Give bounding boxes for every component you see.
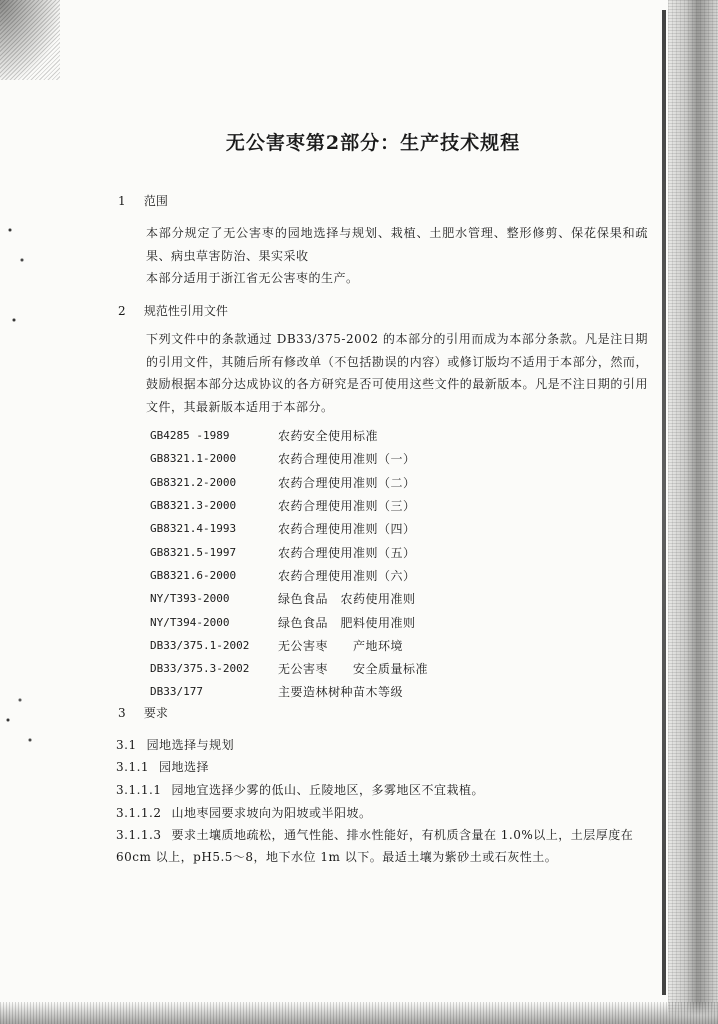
reference-item [150,517,570,540]
reference-name: 农药合理使用准则（二） [278,475,416,490]
reference-name: 农药合理使用准则（四） [278,522,416,537]
clause-number: 3.1.1.1 [116,783,162,797]
reference-code: NY/T394-2000 [150,615,230,629]
paragraph: 下列文件中的条款通过 DB33/375-2002 的本部分的引用而成为本部分条款。凡是注日期的引用文件，其随后所有修改单（不包括勘误的内容）或修订版均不适用于本部分，然而，鼓励根据本部分达成协议的各方研究是否可使用这些文件的最新版本。凡是不注日期的引用文件，其最新版本适用于本部分。 [146,332,648,414]
reference-item [150,447,570,470]
reference-code: GB8321.6-2000 [150,568,237,582]
reference-name: 农药合理使用准则（一） [278,452,416,467]
page-edge-line [662,10,666,995]
reference-code: DB33/375.3-2002 [150,662,250,676]
clause-3-1-1-1 [116,779,656,801]
section-2-body [118,328,648,418]
reference-item [150,494,570,517]
reference-list [150,424,570,704]
reference-code: GB8321.4-1993 [150,522,237,536]
clause-text: 园地宜选择少雾的低山、丘陵地区，多雾地区不宜栽植。 [171,783,484,797]
section-3-heading [118,704,168,721]
clause-3-1 [116,734,656,756]
clause-number: 3.1.1.3 [116,828,162,842]
reference-item [150,634,570,657]
clause-number: 3.1 [116,738,137,752]
clause-number: 3.1.1.2 [116,806,162,820]
reference-name: 农药合理使用准则（六） [278,568,416,583]
reference-code: GB8321.5-1997 [150,545,237,559]
reference-item [150,587,570,610]
section-1-heading [118,192,168,209]
section-2-heading [118,302,228,319]
reference-code: NY/T393-2000 [150,592,230,606]
scan-edge-bottom [0,1002,718,1024]
section-number: 1 [118,194,126,208]
clause-text: 园地选择 [159,760,210,774]
reference-name: 绿色食品 农药使用准则 [278,592,416,607]
paragraph: 本部分规定了无公害枣的园地选择与规划、栽植、土肥水管理、整形修剪、保花保果和疏果、病虫草害防治、果实采收 [146,226,648,263]
clause-3-1-1 [116,756,656,778]
reference-item [150,471,570,494]
document-title: 无公害枣第2部分：生产技术规程 [225,132,521,154]
reference-item [150,424,570,447]
clause-text: 园地选择与规划 [146,738,235,752]
reference-name: 农药安全使用标准 [278,429,379,444]
section-1-body [118,222,648,290]
clause-3-1-1-2 [116,802,656,824]
section-number: 3 [118,706,126,720]
reference-item [150,657,570,680]
scan-corner-shadow [0,0,60,80]
clause-text: 山地枣园要求坡向为阳坡或半阳坡。 [171,806,372,820]
reference-item [150,564,570,587]
section-title: 要求 [143,706,168,720]
clause-text: 要求土壤质地疏松，通气性能、排水性能好，有机质含量在 1.0%以上，土层厚度在 60cm 以上，pH5.5～8，地下水位 1m 以下。最适土壤为紫砂土或石灰性土。 [116,828,634,864]
reference-item [150,680,570,703]
section-title: 规范性引用文件 [143,304,228,318]
paragraph: 本部分适用于浙江省无公害枣的生产。 [146,271,359,285]
clause-3-1-1-3 [116,824,656,868]
clause-number: 3.1.1 [116,760,150,774]
reference-code: DB33/375.1-2002 [150,638,250,652]
reference-code: GB8321.1-2000 [150,452,237,466]
reference-item [150,540,570,563]
reference-code: GB8321.3-2000 [150,499,237,513]
reference-item [150,610,570,633]
reference-name: 无公害枣 安全质量标准 [278,662,429,677]
reference-name: 农药合理使用准则（五） [278,545,416,560]
section-title: 范围 [143,194,168,208]
reference-name: 无公害枣 产地环境 [278,638,404,653]
reference-code: GB4285 -1989 [150,429,230,443]
reference-code: DB33/177 [150,685,203,699]
reference-name: 绿色食品 肥料使用准则 [278,615,416,630]
reference-name: 农药合理使用准则（三） [278,499,416,514]
reference-code: GB8321.2-2000 [150,475,237,489]
section-number: 2 [118,304,126,318]
scan-specks [0,200,40,800]
reference-name: 主要造林树种苗木等级 [278,685,404,700]
